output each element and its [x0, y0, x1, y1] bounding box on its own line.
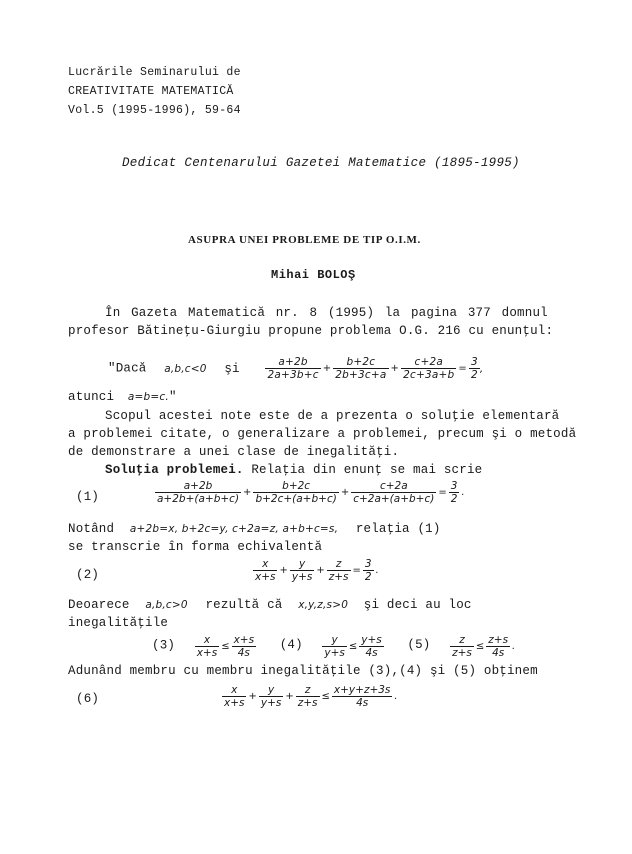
problem-statement — [108, 356, 483, 381]
fraction-denominator: a+2b+(a+b+c) — [157, 493, 240, 506]
fraction-numerator: c+2a — [379, 480, 408, 492]
since-math-1: a,b,c>0 — [145, 599, 188, 611]
since-suffix: şi deci au loc — [363, 598, 472, 612]
fraction-numerator: a+2b — [183, 480, 213, 492]
notation-line-2: se transcrie în forma echivalentă — [68, 540, 323, 554]
fraction-numerator: x — [262, 558, 269, 570]
fraction-denominator: 2 — [450, 493, 458, 506]
fraction-numerator: b+2c — [346, 356, 376, 368]
equation-2: $\frac{x}{x+s}$ + $\frac{y}{y+s}$ + $\frac{z}{z+s}$ = $\frac{3}{2}$ . — [255, 558, 379, 584]
fraction-numerator: y — [268, 684, 275, 696]
inequality-label: (4) — [279, 638, 303, 653]
problem-prefix: "Dacă — [108, 361, 147, 376]
inequality-5: $\frac{z}{z+s}$ ≤ $\frac{z+s}{4s}$ . — [452, 634, 516, 660]
equation-6: $\frac{x}{x+s}$ + $\frac{y}{y+s}$ + $\frac{z}{z+s}$ ≤ $\frac{x+y+z+3s}{4s}$ . — [224, 684, 398, 710]
fraction-denominator: 2c+3a+b — [403, 369, 455, 382]
fraction-numerator: z — [335, 558, 342, 570]
fraction-denominator: y+s — [260, 697, 282, 710]
fraction-numerator: z+s — [488, 634, 509, 646]
fraction-denominator: c+2a+(a+b+c) — [353, 493, 435, 506]
journal-volume: Vol.5 (1995-1996), 59-64 — [68, 104, 241, 117]
equation-1: $\frac{a+2b}{a+2b+(a+b+c)}$ + $\frac{b+2c}{b+2c+(a+b+c)}$ + $\frac{c+2a}{c+2a+(a+b+c)}$ = $\frac{3}{2}$ . — [157, 480, 465, 506]
journal-series: CREATIVITATE MATEMATICĂ — [68, 85, 234, 98]
problem-conclusion — [68, 390, 177, 404]
inequality-3: $\frac{x}{x+s}$ ≤ $\frac{x+s}{4s}$ — [196, 634, 255, 660]
dedication: Dedicat Centenarului Gazetei Matematice (1895-1995) — [122, 156, 520, 170]
inequalities-row — [152, 634, 517, 659]
since-prefix: Deoarece — [68, 598, 130, 612]
fraction-denominator: z+s — [452, 647, 472, 660]
problem-comma: , — [479, 362, 484, 375]
fraction-denominator: 2 — [364, 571, 372, 584]
fraction-numerator: z — [304, 684, 311, 696]
fraction-denominator: 2 — [470, 369, 478, 382]
solution-line — [105, 463, 482, 477]
since-line-2: inegalităţile — [68, 616, 169, 630]
fraction-denominator: 2b+3c+a — [335, 369, 387, 382]
fraction-denominator: x+s — [255, 571, 276, 584]
fraction-numerator: y+s — [361, 634, 382, 646]
since-line-1 — [68, 598, 472, 612]
fraction-denominator: z+s — [297, 697, 318, 710]
problem-then-math: a=b=c. — [127, 391, 169, 403]
purpose-line-3: de demonstrare a unei clase de inegalităţi. — [68, 445, 400, 459]
since-mid: rezultă că — [205, 598, 283, 612]
fraction-numerator: x — [231, 684, 238, 696]
problem-then: atunci — [68, 390, 115, 404]
problem-close-quote: " — [168, 390, 177, 404]
fraction-denominator: 4s — [359, 646, 383, 659]
notation-suffix: relaţia (1) — [355, 522, 441, 536]
fraction-numerator: y — [299, 558, 306, 570]
author: Mihai BOLOŞ — [271, 268, 356, 282]
solution-text: Relaţia din enunţ se mai scrie — [251, 463, 483, 477]
equation-label-1: (1) — [76, 490, 100, 504]
notation-prefix: Notând — [68, 522, 115, 536]
fraction-numerator: z — [459, 634, 465, 646]
notation-math: a+2b=x, b+2c=y, c+2a=z, a+b+c=s, — [129, 523, 339, 535]
fraction-denominator: x+s — [224, 697, 245, 710]
problem-formula: $\frac{a+2b}{2a+3b+c}$ + $\frac{b+2c}{2b+3c+a}$ + $\frac{c+2a}{2c+3a+b}$ = $\frac{3}{2}$ , — [267, 356, 484, 382]
fraction-denominator: b+2c+(a+b+c) — [255, 493, 337, 506]
fraction-numerator: 3 — [470, 356, 478, 368]
fraction-numerator: y — [331, 634, 338, 646]
equation-label-6: (6) — [76, 692, 100, 706]
intro-line-1: În Gazeta Matematică nr. 8 (1995) la pagina 377 domnul — [105, 306, 548, 320]
fraction-numerator: 3 — [450, 480, 458, 492]
inequality-label: (5) — [407, 638, 431, 653]
problem-condition: a,b,c<0 — [164, 362, 207, 375]
fraction-denominator: 4s — [486, 646, 510, 659]
fraction-numerator: 3 — [364, 558, 372, 570]
journal-name: Lucrările Seminarului de — [68, 66, 241, 79]
fraction-denominator: y+s — [324, 647, 345, 660]
solution-heading: Soluţia problemei. — [105, 463, 244, 477]
fraction-numerator: a+2b — [278, 356, 308, 368]
adding-line: Adunând membru cu membru inegalităţile (3),(4) şi (5) obţinem — [68, 664, 538, 678]
since-math-2: x,y,z,s>0 — [298, 599, 349, 611]
paper-title: ASUPRA UNEI PROBLEME DE TIP O.I.M. — [188, 234, 421, 246]
fraction-numerator: b+2c — [282, 480, 311, 492]
purpose-line-1: Scopul acestei note este de a prezenta o soluţie elementară — [105, 409, 560, 423]
fraction-denominator: 4s — [232, 646, 256, 659]
fraction-denominator: z+s — [328, 571, 349, 584]
problem-and: şi — [224, 361, 240, 376]
equation-label-2: (2) — [76, 568, 100, 582]
inequality-label: (3) — [152, 638, 176, 653]
fraction-denominator: x+s — [196, 647, 218, 660]
fraction-denominator: 4s — [332, 696, 392, 709]
fraction-numerator: c+2a — [414, 356, 443, 368]
inequality-4: $\frac{y}{y+s}$ ≤ $\frac{y+s}{4s}$ — [324, 634, 382, 660]
purpose-line-2: a problemei citate, o generalizare a problemei, precum şi o metodă — [68, 427, 577, 441]
fraction-denominator: 2a+3b+c — [267, 369, 319, 382]
fraction-numerator: x — [203, 634, 211, 646]
notation-line-1 — [68, 522, 441, 536]
intro-line-2: profesor Bătineţu-Giurgiu propune problema O.G. 216 cu enunţul: — [68, 324, 554, 338]
fraction-numerator: x+s — [233, 634, 255, 646]
fraction-denominator: y+s — [291, 571, 313, 584]
fraction-numerator: x+y+z+3s — [333, 684, 391, 696]
